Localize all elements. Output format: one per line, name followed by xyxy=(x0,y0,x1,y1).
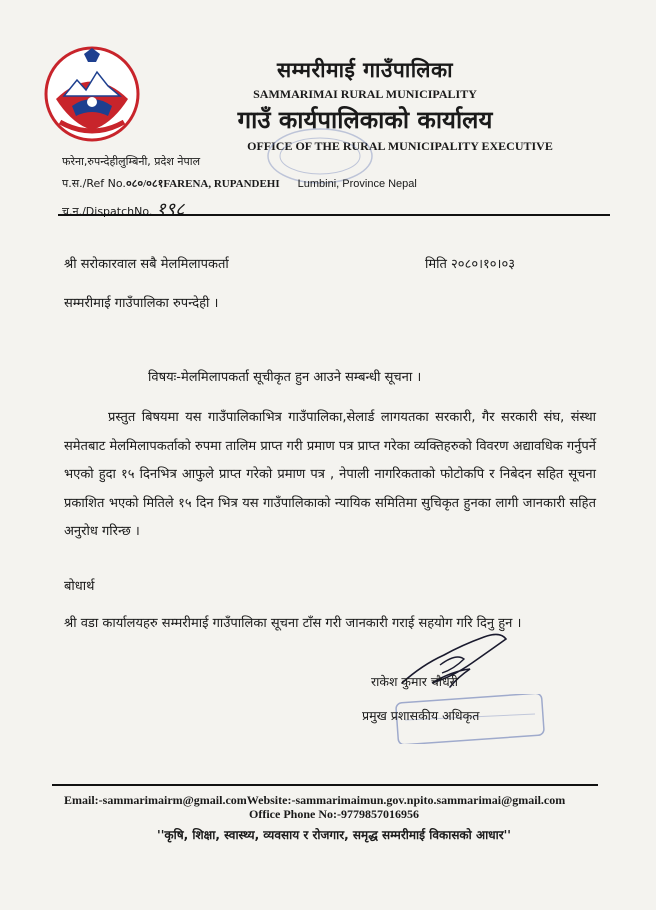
ref-label: प.स./Ref No. xyxy=(62,177,126,190)
dispatch-number: १९८ xyxy=(156,199,185,220)
letter-body: प्रस्तुत बिषयमा यस गाउँपालिकाभित्र गाउँपालिका,सेलार्ड लागयतका सरकारी, गैर सरकारी संघ, संस्था समेतबाट मेलमिलापकर्ताको रुपमा तालिम प्राप्त गरी प्रमाण पत्र प्राप्त गरेका व्यक्तिहरुको विवरण अद्यावधिक गर्नुपर्ने भएको हुदा १५ दिनभित्र आफुले प्राप्त गरेको प्रमाण पत्र , नेपाली नागरिकताको फोटोकपि र निबेदन सहित सूचना प्रकाशित भएको मितिले १५ दिन भित्र यस गाउँपालिकाको न्यायिक समितिमा सुचिकृत हुनका लागी जानकारी सहित अनुरोध गरिन्छ । xyxy=(64,410,596,539)
dispatch-row xyxy=(62,197,184,221)
footer-slogan: ''कृषि, शिक्षा, स्वास्थ्य, व्यवसाय र रोजगार, समृद्ध सम्मरीमाई विकासको आधार'' xyxy=(157,828,511,842)
dispatch-label: च.न./DispatchNo. xyxy=(62,205,153,218)
municipality-name-np: सम्मरीमाई गाउँपालिका xyxy=(276,58,454,82)
province-label: Lumbini, Province Nepal xyxy=(297,178,417,190)
signatory-title: प्रमुख प्रशासकीय अधिकृत xyxy=(362,708,480,723)
nepal-emblem-icon xyxy=(42,44,142,144)
office-name-np: गाउँ कार्यपालिकाको कार्यालय xyxy=(237,106,493,134)
recipient-line-2: सम्मरीमाई गाउँपालिका रुपन्देही । xyxy=(64,296,219,311)
letter-subject: विषयः-मेलमिलापकर्ता सूचीकृत हुन आउने सम्बन्धी सूचना । xyxy=(148,370,422,385)
signatory-name: राकेश कुमार चौधरी xyxy=(371,674,459,689)
footer-divider xyxy=(52,784,598,786)
reference-row xyxy=(62,176,417,191)
office-name-en: OFFICE OF THE RURAL MUNICIPALITY EXECUTIVE xyxy=(247,139,553,153)
office-address: फरेना,रुपन्देहीलुम्बिनी, प्रदेश नेपाल xyxy=(62,155,201,168)
header-divider xyxy=(58,214,610,216)
recipient-line-1: श्री सरोकारवाल सबै मेलमिलापकर्ता xyxy=(64,257,229,272)
letter-date: मिति २०८०।१०।०३ xyxy=(425,257,515,272)
ref-value: ०८०/०८१FARENA, RUPANDEHI xyxy=(125,178,280,190)
footer-email-website: Email:-sammarimairm@gmail.comWebsite:-sammarimaimun.gov.npito.sammarimai@gmail.com xyxy=(64,793,566,807)
municipality-name-en: SAMMARIMAI RURAL MUNICIPALITY xyxy=(253,87,477,101)
footer-phone: Office Phone No:-9779857016956 xyxy=(249,807,419,821)
cc-text: श्री वडा कार्यालयहरु सम्मरीमाई गाउँपालिका सूचना टाँस गरी जानकारी गराई सहयोग गरि दिनु हुन । xyxy=(64,616,522,631)
cc-heading: बोधार्थ xyxy=(64,579,95,594)
